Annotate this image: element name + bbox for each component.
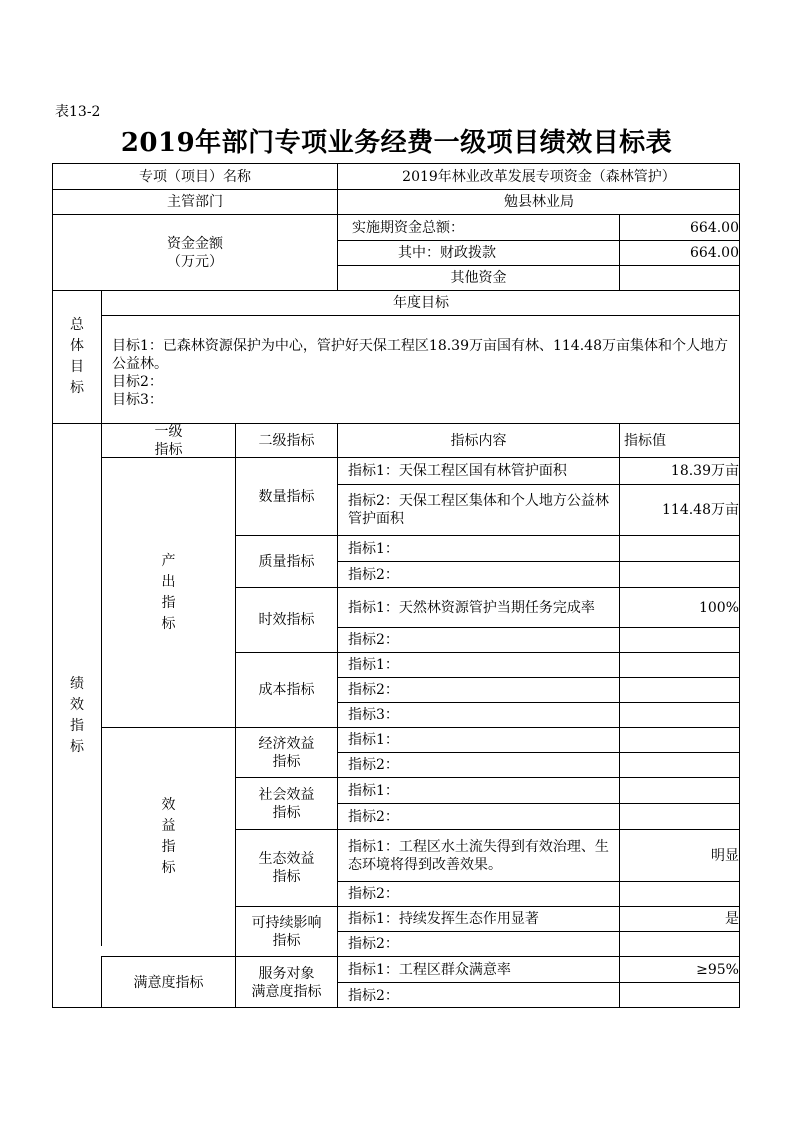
sustain-label-b: 指标 [272, 932, 301, 949]
cost-row-1-content: 指标1： [337, 652, 619, 677]
service-label-b: 满意度指标 [251, 983, 322, 1000]
output-char-2: 出 [161, 573, 176, 590]
ecological-row-1-value: 明显 [619, 829, 740, 881]
benefit-char-4: 标 [161, 860, 176, 876]
quantity-row-1-content: 指标1：天保工程区国有林管护面积 [337, 457, 619, 484]
economic-row-1-value [619, 727, 740, 752]
social-label-a: 社会效益 [258, 786, 315, 803]
quality-row-2-value [619, 561, 740, 587]
perf-char-2: 效 [70, 697, 84, 713]
ecological-row-2-content: 指标2： [337, 881, 619, 906]
benefit-indicators-label [101, 727, 235, 946]
goal-1: 目标1：已森林资源保护为中心，管护好天保工程区18.39万亩国有林、114.48万亩集体和个人地方公益林。 [112, 338, 728, 372]
goal-2: 目标2： [112, 374, 163, 390]
sustainability-row-1-content: 指标1：持续发挥生态作用显著 [337, 906, 619, 931]
timeliness-row-1-value: 100% [619, 587, 740, 627]
perf-char-3: 指 [70, 718, 84, 734]
quality-row-2-content: 指标2： [337, 561, 619, 587]
benefit-char-2: 益 [161, 818, 176, 834]
sustainability-row-2-value [619, 931, 740, 956]
service-row-1-value: ≥95% [619, 956, 740, 982]
quality-row-1-value [619, 535, 740, 561]
performance-side-label [52, 423, 101, 1008]
service-row-2-content: 指标2： [337, 982, 619, 1008]
ecological-label-a: 生态效益 [258, 851, 315, 867]
col-level1-header [101, 423, 235, 457]
timeliness-row-2-value [619, 627, 740, 652]
overall-goals-side-label [52, 290, 101, 423]
funds-label [52, 214, 337, 290]
quantity-indicator-label: 数量指标 [235, 457, 337, 535]
economic-row-2-content: 指标2： [337, 752, 619, 777]
annual-goals-body [101, 315, 740, 423]
sustainability-row-2-content: 指标2： [337, 931, 619, 956]
col-level1-a: 一级 [154, 423, 183, 440]
ecological-label-b: 指标 [272, 869, 301, 885]
cost-row-3-value [619, 702, 740, 727]
output-char-3: 指 [161, 594, 176, 611]
cost-row-2-content: 指标2： [337, 677, 619, 702]
satisfaction-indicators-label: 满意度指标 [101, 956, 235, 1008]
col-level2-header: 二级指标 [235, 423, 337, 457]
economic-indicator-label [235, 727, 337, 777]
service-label-a: 服务对象 [258, 965, 315, 982]
funds-label-line1: 资金金额 [167, 235, 223, 252]
timeliness-row-2-content: 指标2： [337, 627, 619, 652]
benefit-char-3: 指 [161, 839, 176, 855]
funds-total-value: 664.00 [619, 214, 740, 240]
social-row-1-value [619, 777, 740, 803]
funds-other-value [619, 265, 740, 290]
page-title: 2019年部门专项业务经费一级项目绩效目标表 [120, 128, 673, 158]
quality-row-1-content: 指标1： [337, 535, 619, 561]
funds-fiscal-label: 其中：财政拨款 [337, 240, 619, 265]
timeliness-indicator-label: 时效指标 [235, 587, 337, 652]
quantity-row-2-content: 指标2：天保工程区集体和个人地方公益林管护面积 [337, 484, 619, 535]
goal-3: 目标3： [112, 392, 163, 408]
department-value: 勉县林业局 [337, 189, 740, 214]
service-row-2-value [619, 982, 740, 1008]
economic-row-2-value [619, 752, 740, 777]
economic-row-1-content: 指标1： [337, 727, 619, 752]
annual-goal-header: 年度目标 [101, 290, 740, 315]
economic-label-a: 经济效益 [258, 735, 315, 752]
funds-total-label: 实施期资金总额： [337, 214, 619, 240]
sustainability-row-1-value: 是 [619, 906, 740, 931]
service-satisfaction-label [235, 956, 337, 1008]
service-row-1-content: 指标1：工程区群众满意率 [337, 956, 619, 982]
timeliness-row-1-content: 指标1：天然林资源管护当期任务完成率 [337, 587, 619, 627]
perf-char-4: 标 [70, 739, 84, 755]
output-char-1: 产 [161, 552, 176, 569]
project-name-value: 2019年林业改革发展专项资金（森林管护） [337, 163, 740, 189]
overall-char-4: 标 [70, 380, 84, 396]
department-label: 主管部门 [52, 189, 337, 214]
col-content-header: 指标内容 [337, 423, 619, 457]
ecological-row-1-content: 指标1：工程区水土流失得到有效治理、生态环境将得到改善效果。 [337, 829, 619, 881]
col-level1-b: 指标 [154, 441, 183, 457]
output-char-4: 标 [161, 615, 176, 632]
sustain-label-a: 可持续影响 [251, 914, 322, 931]
social-row-2-content: 指标2： [337, 803, 619, 829]
output-indicators-label [101, 457, 235, 727]
funds-label-line2: （万元） [167, 253, 223, 270]
cost-indicator-label: 成本指标 [235, 652, 337, 727]
ecological-row-2-value [619, 881, 740, 906]
social-label-b: 指标 [272, 804, 301, 821]
overall-char-3: 目 [70, 359, 84, 375]
cost-row-3-content: 指标3： [337, 702, 619, 727]
overall-char-1: 总 [70, 317, 84, 333]
overall-char-2: 体 [70, 338, 84, 354]
ecological-indicator-label [235, 829, 337, 906]
cost-row-1-value [619, 652, 740, 677]
social-indicator-label [235, 777, 337, 829]
col-value-header: 指标值 [619, 423, 740, 457]
project-name-label: 专项（项目）名称 [52, 163, 337, 189]
cost-row-2-value [619, 677, 740, 702]
perf-char-1: 绩 [70, 676, 84, 692]
economic-label-b: 指标 [272, 753, 301, 770]
quantity-row-1-value: 18.39万亩 [619, 457, 740, 484]
quantity-row-2-value: 114.48万亩 [619, 484, 740, 535]
social-row-1-content: 指标1： [337, 777, 619, 803]
social-row-2-value [619, 803, 740, 829]
sustainability-indicator-label [235, 906, 337, 956]
benefit-char-1: 效 [161, 797, 176, 813]
quality-indicator-label: 质量指标 [235, 535, 337, 587]
funds-fiscal-value: 664.00 [619, 240, 740, 265]
funds-other-label: 其他资金 [337, 265, 619, 290]
form-number: 表13-2 [55, 104, 101, 120]
performance-table [52, 163, 740, 1008]
